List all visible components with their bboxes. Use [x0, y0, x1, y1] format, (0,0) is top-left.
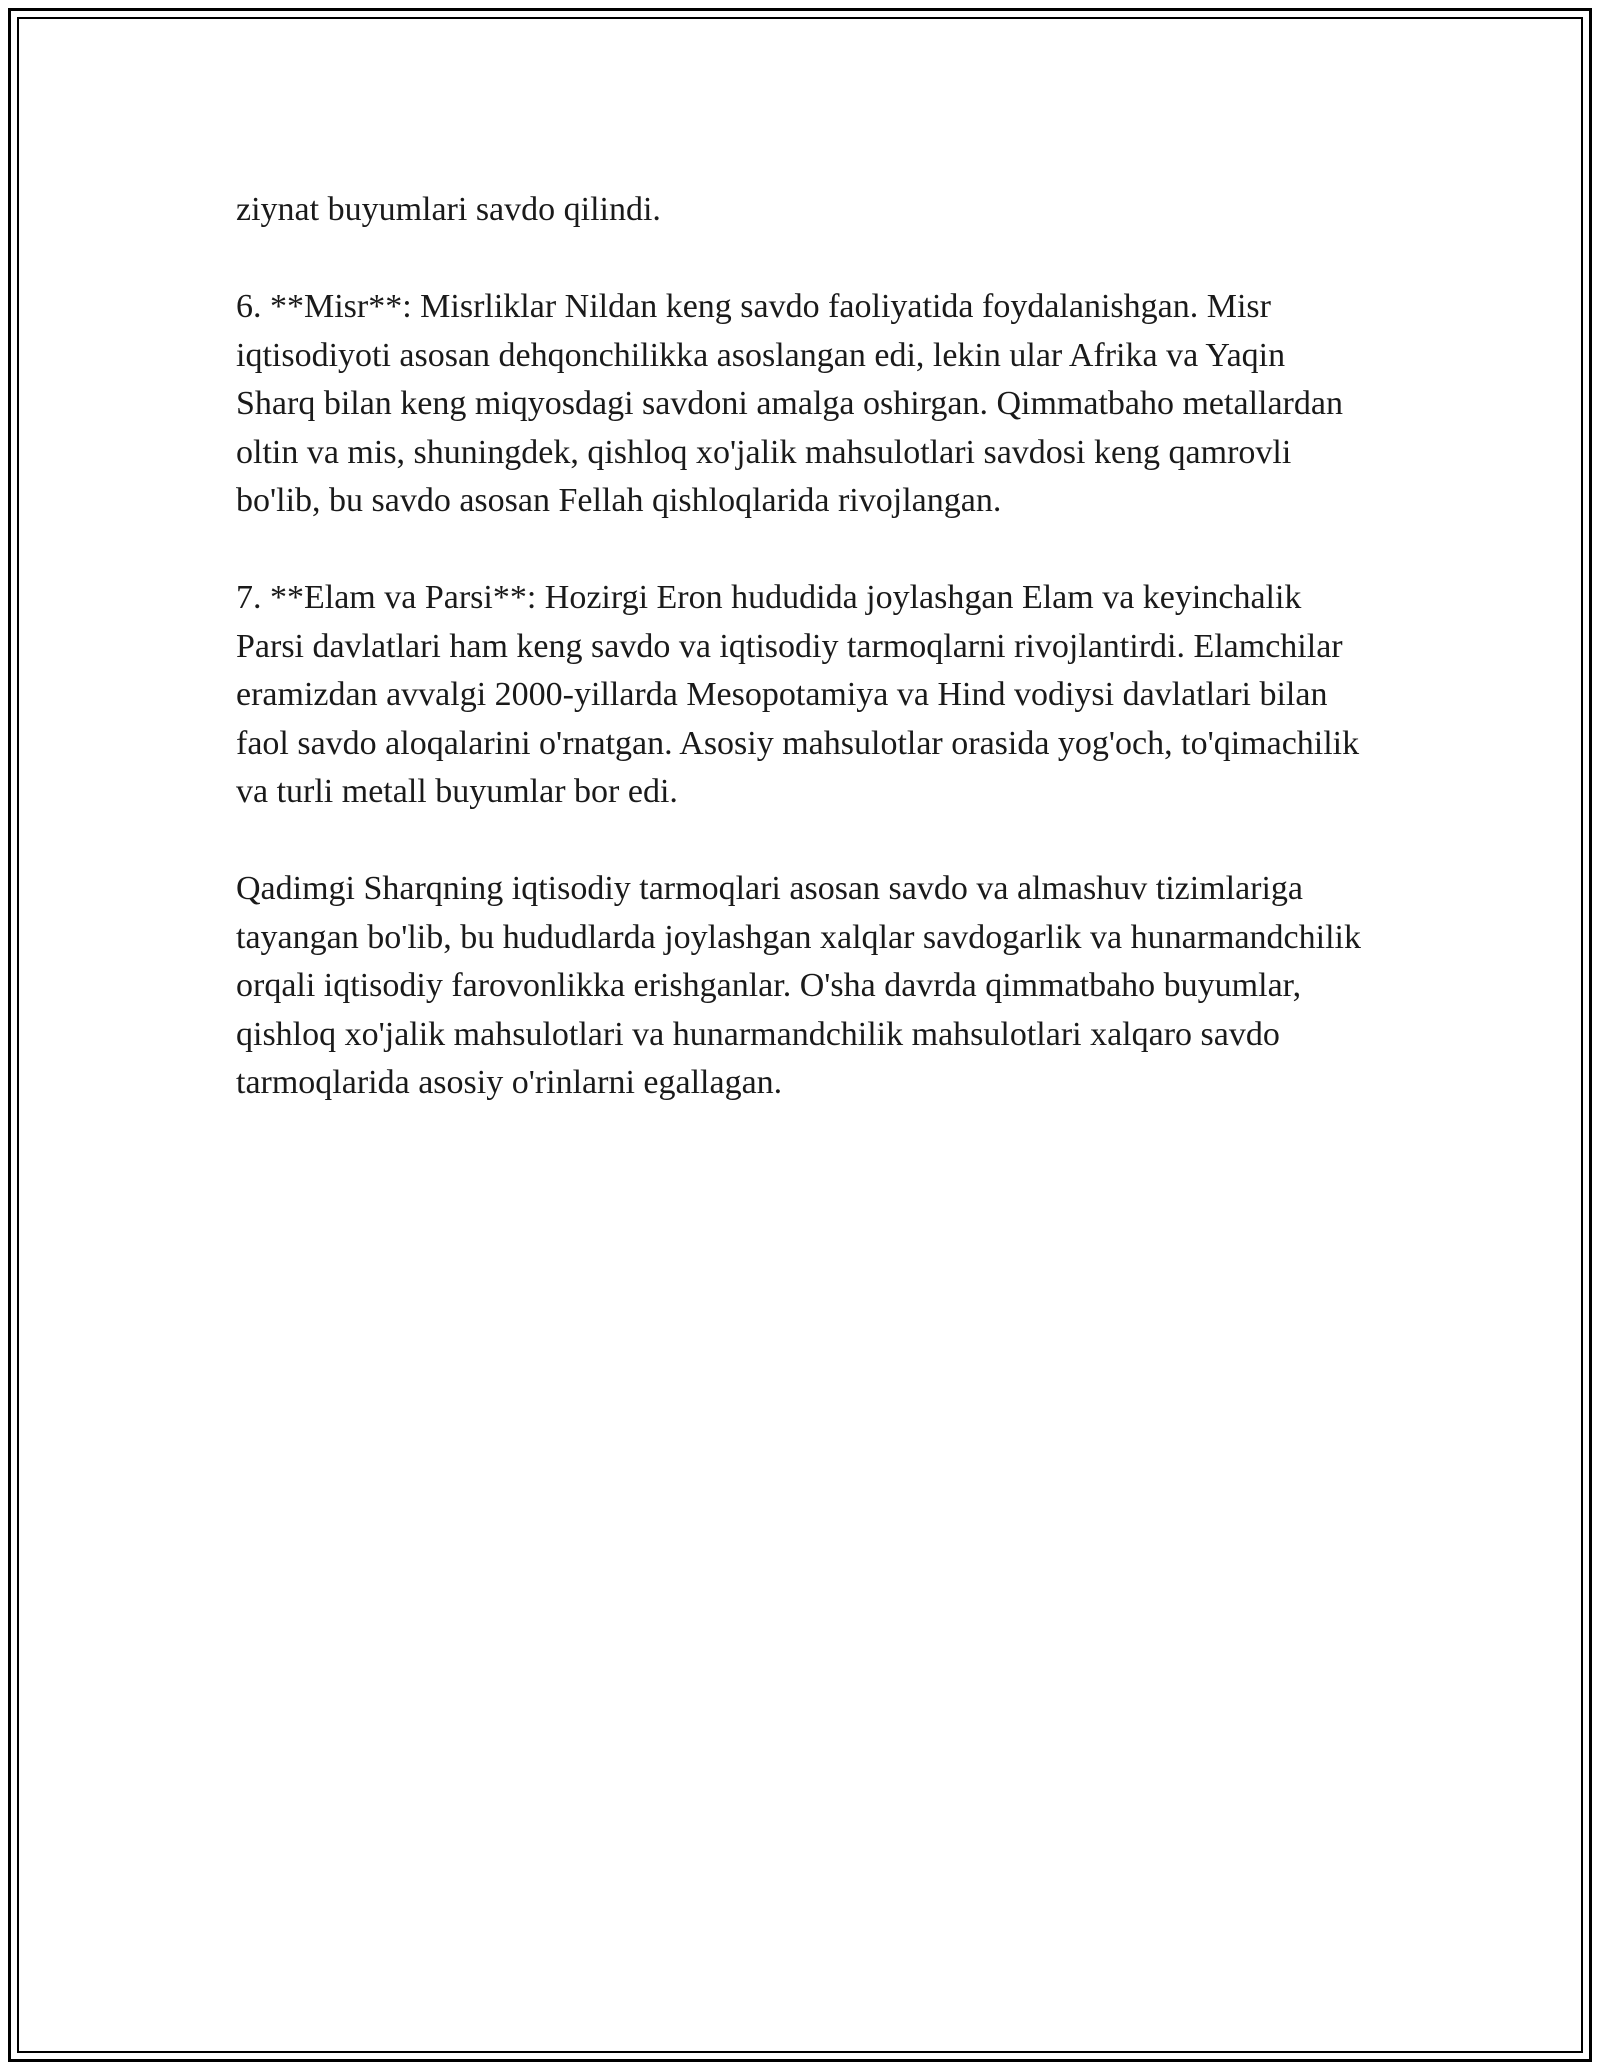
paragraph-conclusion: Qadimgi Sharqning iqtisodiy tarmoqlari asosan savdo va almashuv tizimlariga tayangan bo'lib, bu hududlarda joylashgan xalqlar savdogarlik va hunarmandchilik orqali iqtisodiy farovonlikka erishganlar. O'sha davrda qimmatbaho buyumlar, qishloq xo'jalik mahsulotlari va hunarmandchilik mahsulotlari xalqaro savdo tarmoqlarida asosiy o'rinlarni egallagan. — [236, 870, 1361, 1101]
paragraph-elam-parsi: 7. **Elam va Parsi**: Hozirgi Eron hududida joylashgan Elam va keyinchalik Parsi davlatlari ham keng savdo va iqtisodiy tarmoqlarni rivojlantirdi. Elamchilar eramizdan avvalgi 2000-yillarda Mesopotamiya va Hind vodiysi davlatlari bilan faol savdo aloqalarini o'rnatgan. Asosiy mahsulotlar orasida yog'och, to'qimachilik va turli metall buyumlar bor edi. — [236, 579, 1360, 810]
document-body — [236, 186, 1366, 1156]
paragraph-misr: 6. **Misr**: Misrliklar Nildan keng savdo faoliyatida foydalanishgan. Misr iqtisodiyoti asosan dehqonchilikka asoslangan edi, lekin ular Afrika va Yaqin Sharq bilan keng miqyosdagi savdoni amalga oshirgan. Qimmatbaho metallardan oltin va mis, shuningdek, qishloq xo'jalik mahsulotlari savdosi keng qamrovli bo'lib, bu savdo asosan Fellah qishloqlarida rivojlangan. — [236, 288, 1343, 519]
paragraph-continuation: ziynat buyumlari savdo qilindi. — [236, 191, 661, 228]
